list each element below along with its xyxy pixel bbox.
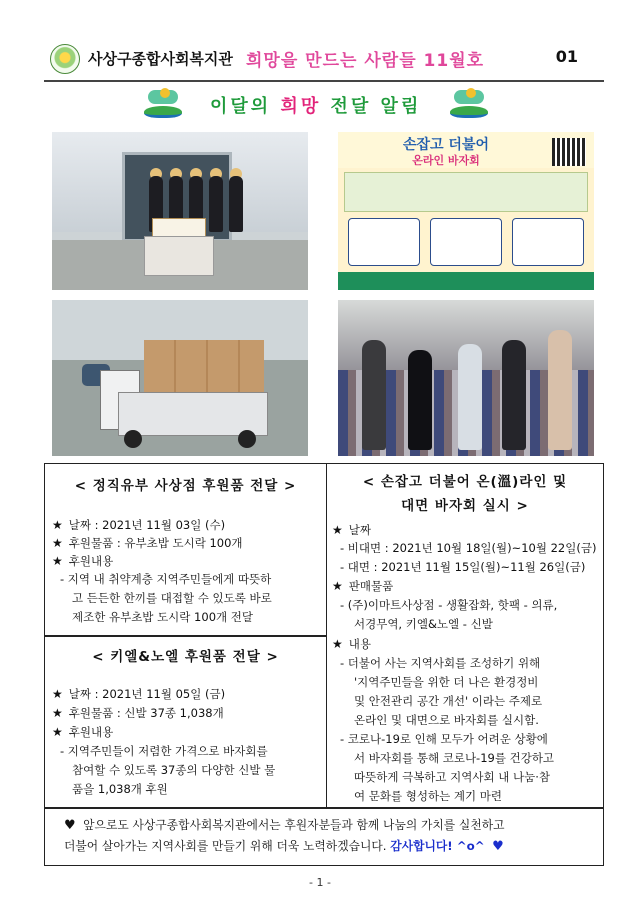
content-line: 및 안전관리 공간 개선' 이라는 주제로 bbox=[354, 694, 543, 708]
content-line: 서 바자회를 통해 코로나-19를 건강하고 bbox=[354, 751, 555, 765]
star-icon: ★ bbox=[332, 637, 343, 651]
content-line: - 지역 내 취약계층 지역주민들에게 따뜻하 bbox=[60, 572, 272, 586]
series-title: 희망을 만드는 사람들 11월호 bbox=[246, 51, 485, 71]
section-title-kiel-noel: < 키엘&노엘 후원품 전달 > bbox=[92, 649, 279, 665]
content-label: ★ 후원내용 bbox=[52, 725, 114, 739]
star-icon: ★ bbox=[52, 554, 63, 568]
info-box-divider bbox=[44, 635, 327, 637]
date-label: ★ 날짜 bbox=[332, 523, 371, 537]
star-icon: ★ bbox=[52, 706, 63, 720]
goods-line: - (주)이마트사상점 - 생활잡화, 핫팩 - 의류, bbox=[340, 598, 558, 612]
page-header bbox=[44, 38, 604, 80]
content-line: 참여할 수 있도록 37종의 다양한 신발 물 bbox=[72, 763, 276, 777]
goods-label: ★ 판매물품 bbox=[332, 579, 394, 593]
date-line: ★ 날짜 : 2021년 11월 05일 (금) bbox=[52, 687, 226, 701]
subtitle-part1: 이달의 bbox=[210, 96, 272, 117]
page-number: 01 bbox=[555, 47, 578, 66]
photo-truck-delivery bbox=[52, 300, 308, 456]
closing-line-1: ♥ 앞으로도 사상구종합사회복지관에서는 후원자분들과 함께 나눔의 가치를 실천하고 bbox=[64, 818, 505, 833]
content-line: 제조한 유부초밥 도시락 100개 전달 bbox=[72, 610, 253, 624]
org-name: 사상구종합사회복지관 bbox=[88, 50, 233, 68]
star-icon: ★ bbox=[52, 518, 63, 532]
content-line: 따뜻하게 극복하고 지역사회 내 나눔·참 bbox=[354, 770, 551, 784]
content-line: 고 든든한 한끼를 대접할 수 있도록 바로 bbox=[72, 591, 272, 605]
star-icon: ★ bbox=[332, 523, 343, 537]
section-title-jeongjik: < 정직유부 사상점 후원품 전달 > bbox=[74, 478, 297, 494]
content-line: 여 문화를 형성하는 계기 마련 bbox=[354, 789, 502, 803]
content-label: ★ 내용 bbox=[332, 637, 371, 651]
island-icon bbox=[144, 88, 182, 118]
page-footer: - 1 - bbox=[309, 876, 331, 889]
content-label: ★ 후원내용 bbox=[52, 554, 114, 568]
logo-icon bbox=[50, 44, 80, 74]
content-line: 온라인 및 대면으로 바자회를 실시함. bbox=[354, 713, 539, 727]
poster-subtitle: 온라인 바자회 bbox=[412, 154, 480, 167]
header-divider bbox=[44, 80, 604, 82]
content-line: 품을 1,038개 후원 bbox=[72, 782, 168, 796]
heart-icon: ♥ bbox=[492, 839, 504, 854]
island-icon bbox=[450, 88, 488, 118]
photo-bazaar-event bbox=[338, 300, 594, 456]
content-line: - 더불어 사는 지역사회를 조성하기 위해 bbox=[340, 656, 541, 670]
content-line: - 코로나-19로 인해 모두가 어려운 상황에 bbox=[340, 732, 548, 746]
content-line: - 지역주민들이 저렴한 가격으로 바자회를 bbox=[60, 744, 268, 758]
star-icon: ★ bbox=[52, 687, 63, 701]
poster-title: 손잡고 더불어 bbox=[402, 137, 490, 153]
subtitle-banner bbox=[144, 86, 490, 122]
date-line: ★ 날짜 : 2021년 11월 03일 (수) bbox=[52, 518, 226, 532]
date-line: - 비대면 : 2021년 10월 18일(월)~10월 22일(금) bbox=[340, 541, 597, 555]
qr-code-icon bbox=[552, 138, 586, 166]
photo-bazaar-poster bbox=[338, 132, 594, 290]
subtitle-text bbox=[210, 92, 421, 118]
date-line: - 대면 : 2021년 11월 15일(월)~11월 26일(금) bbox=[340, 560, 586, 574]
photo-donation-ceremony bbox=[52, 132, 308, 290]
content-line: '지역주민들을 위한 더 나은 환경정비 bbox=[354, 675, 539, 689]
subtitle-part2: 희망 bbox=[280, 96, 322, 117]
closing-line-2: 더불어 살아가는 지역사회를 만들기 위해 더욱 노력하겠습니다. 감사합니다! ^o^ ♥ bbox=[64, 839, 504, 854]
thanks-text: 감사합니다! ^o^ bbox=[390, 839, 485, 853]
section-title-bazaar-line2: 대면 바자회 실시 > bbox=[401, 498, 529, 514]
section-title-bazaar-line1: < 손잡고 더불어 온(溫)라인 및 bbox=[362, 474, 568, 490]
star-icon: ★ bbox=[332, 579, 343, 593]
item-line: ★ 후원물품 : 신발 37종 1,038개 bbox=[52, 706, 224, 720]
star-icon: ★ bbox=[52, 725, 63, 739]
subtitle-part3: 전달 알림 bbox=[330, 96, 422, 117]
item-line: ★ 후원물품 : 유부초밥 도시락 100개 bbox=[52, 536, 243, 550]
star-icon: ★ bbox=[52, 536, 63, 550]
heart-icon: ♥ bbox=[64, 818, 76, 833]
goods-line: 서경무역, 키엘&노엘 - 신발 bbox=[354, 617, 493, 631]
